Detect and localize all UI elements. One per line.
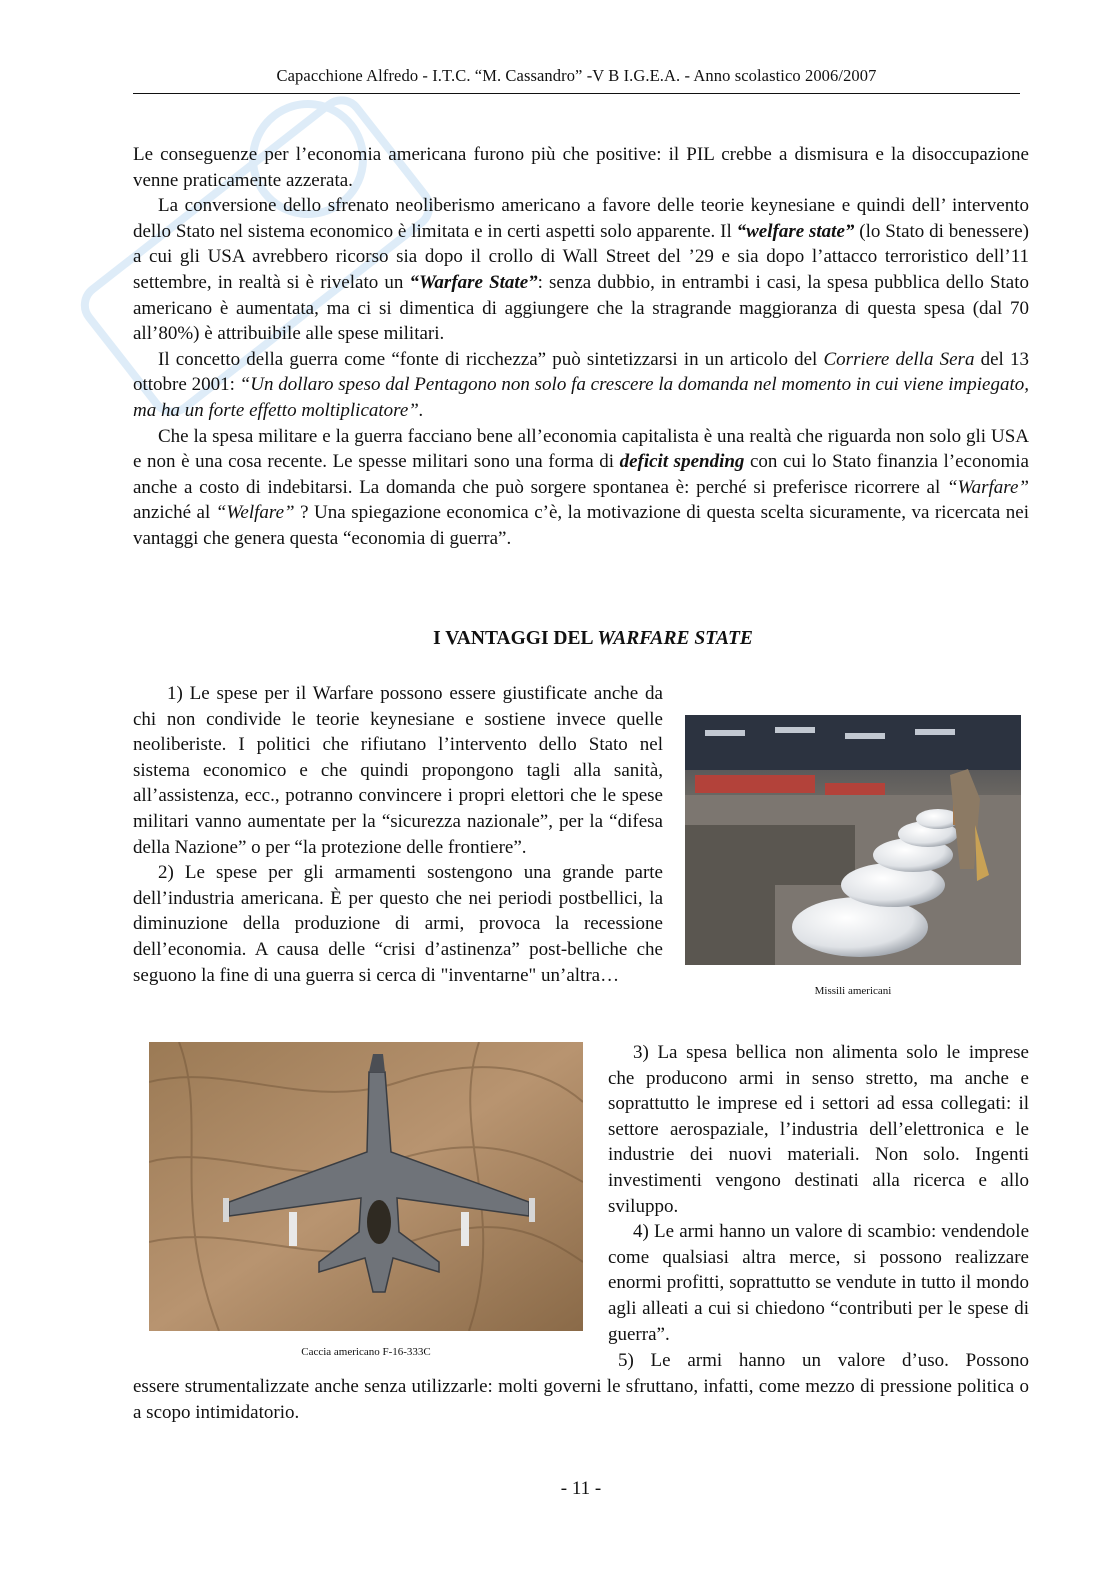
paragraph-4: Che la spesa militare e la guerra facciano bene all’economia capitalista è una realtà che riguarda non solo gli USA e non è una cosa recente. Le spesse militari sono una forma di deficit spending con cui lo Stato finanzia l’economia anche a costo di indebitarsi. La domanda che può sorgere spontanea è: perché si preferisce ricorrere al “Warfare” anziché al “Welfare” ? Una spiegazione economica c’è, la motivazione di questa scelta sicuramente, va ricercata nei vantaggi che genera questa “economia di guerra”.	[133, 425, 1029, 549]
intro-text	[133, 142, 1029, 552]
point-5-start	[618, 1348, 1029, 1374]
page-number: - 11 -	[560, 1478, 602, 1499]
points-block-2	[608, 1040, 1029, 1347]
point-1: 1) Le spese per il Warfare possono essere giustificate anche da chi non condivide le teorie keynesiane e sostiene invece quelle neoliberiste. I politici che rifiutano l’intervento dello Stato nel sistema economico e che quindi propongono tagli alla sanità, all’assistenza, ecc., potranno convincere i propri elettori che le spese militari vanno aumentate per la “sicurezza nazionale”, per la “difesa della Nazione” o per “la protezione delle frontiere”.	[133, 683, 663, 858]
jet-caption: Caccia americano F-16-333C	[301, 1346, 431, 1358]
point-4: 4) Le armi hanno un valore di scambio: vendendole come qualsiasi altra merce, si possono realizzare enormi profitti, soprattutto se vendute in tutto il mondo agli alleati a cui si chiedono “contributi per le spese di guerra”.	[608, 1221, 1029, 1345]
point-2: 2) Le spese per gli armamenti sostengono una grande parte dell’industria americana. È per questo che nei periodi postbellici, la diminuzione della produzione di armi, provoca la recessione dell’economia. A causa delle “crisi d’astinenza” post-belliche che seguono la fine di una guerra si cerca di "inventarne" un’altra…	[133, 862, 663, 986]
point-5-rest	[133, 1374, 1029, 1425]
missiles-photo	[685, 715, 1021, 965]
missiles-caption: Missili americani	[814, 985, 892, 997]
point-3: 3) La spesa bellica non alimenta solo le imprese che producono armi in senso stretto, ma anche e soprattutto le imprese ed i settori ad essa collegati: il settore aerospaziale, l’industria dell’elettronica e le industrie dei nuovi materiali. Non solo. Ingenti investimenti vengono destinati alla ricerca e allo sviluppo.	[608, 1042, 1029, 1217]
paragraph-1: Le conseguenze per l’economia americana furono più che positive: il PIL crebbe a dismisura e la disoccupazione venne praticamente azzerata.	[133, 144, 1029, 191]
paragraph-2: La conversione dello sfrenato neoliberismo americano a favore delle teorie keynesiane e quindi dell’ intervento dello Stato nel sistema economico è limitata e in certi aspetti solo apparente. Il “welfare state” (lo Stato di benessere) a cui gli USA avrebbero ricorso sia dopo il crollo di Wall Street del ’29 e sia dopo l’attacco terroristico dell’11 settembre, in realtà si è rivelato un “Warfare State”: senza dubbio, in entrambi i casi, la spesa pubblica dello Stato americano è aumentata, ma ci si dimentica di aggiungere che la stragrande maggioranza di questa spesa (dal 70 all’80%) è attribuibile alle spese militari.	[133, 195, 1029, 345]
point-5-line-1: 5) Le armi hanno un valore d’uso. Possono	[618, 1350, 1029, 1371]
jet-photo	[149, 1042, 583, 1331]
header-rule	[133, 93, 1020, 94]
running-header: Capacchione Alfredo - I.T.C. “M. Cassandro” -V B I.G.E.A. - Anno scolastico 2006/2007	[276, 66, 877, 85]
point-5-line-2: essere strumentalizzate anche senza utilizzarle: molti governi le sfruttano, infatti, come mezzo di pressione politica o a scopo intimidatorio.	[133, 1376, 1029, 1423]
paragraph-3: Il concetto della guerra come “fonte di ricchezza” può sintetizzarsi in un articolo del Corriere della Sera del 13 ottobre 2001: “Un dollaro speso dal Pentagono non solo fa crescere la domanda nel momento in cui viene impiegato, ma ha un forte effetto moltiplicatore”.	[133, 348, 1029, 421]
section-title: I VANTAGGI DEL WARFARE STATE	[433, 628, 753, 649]
